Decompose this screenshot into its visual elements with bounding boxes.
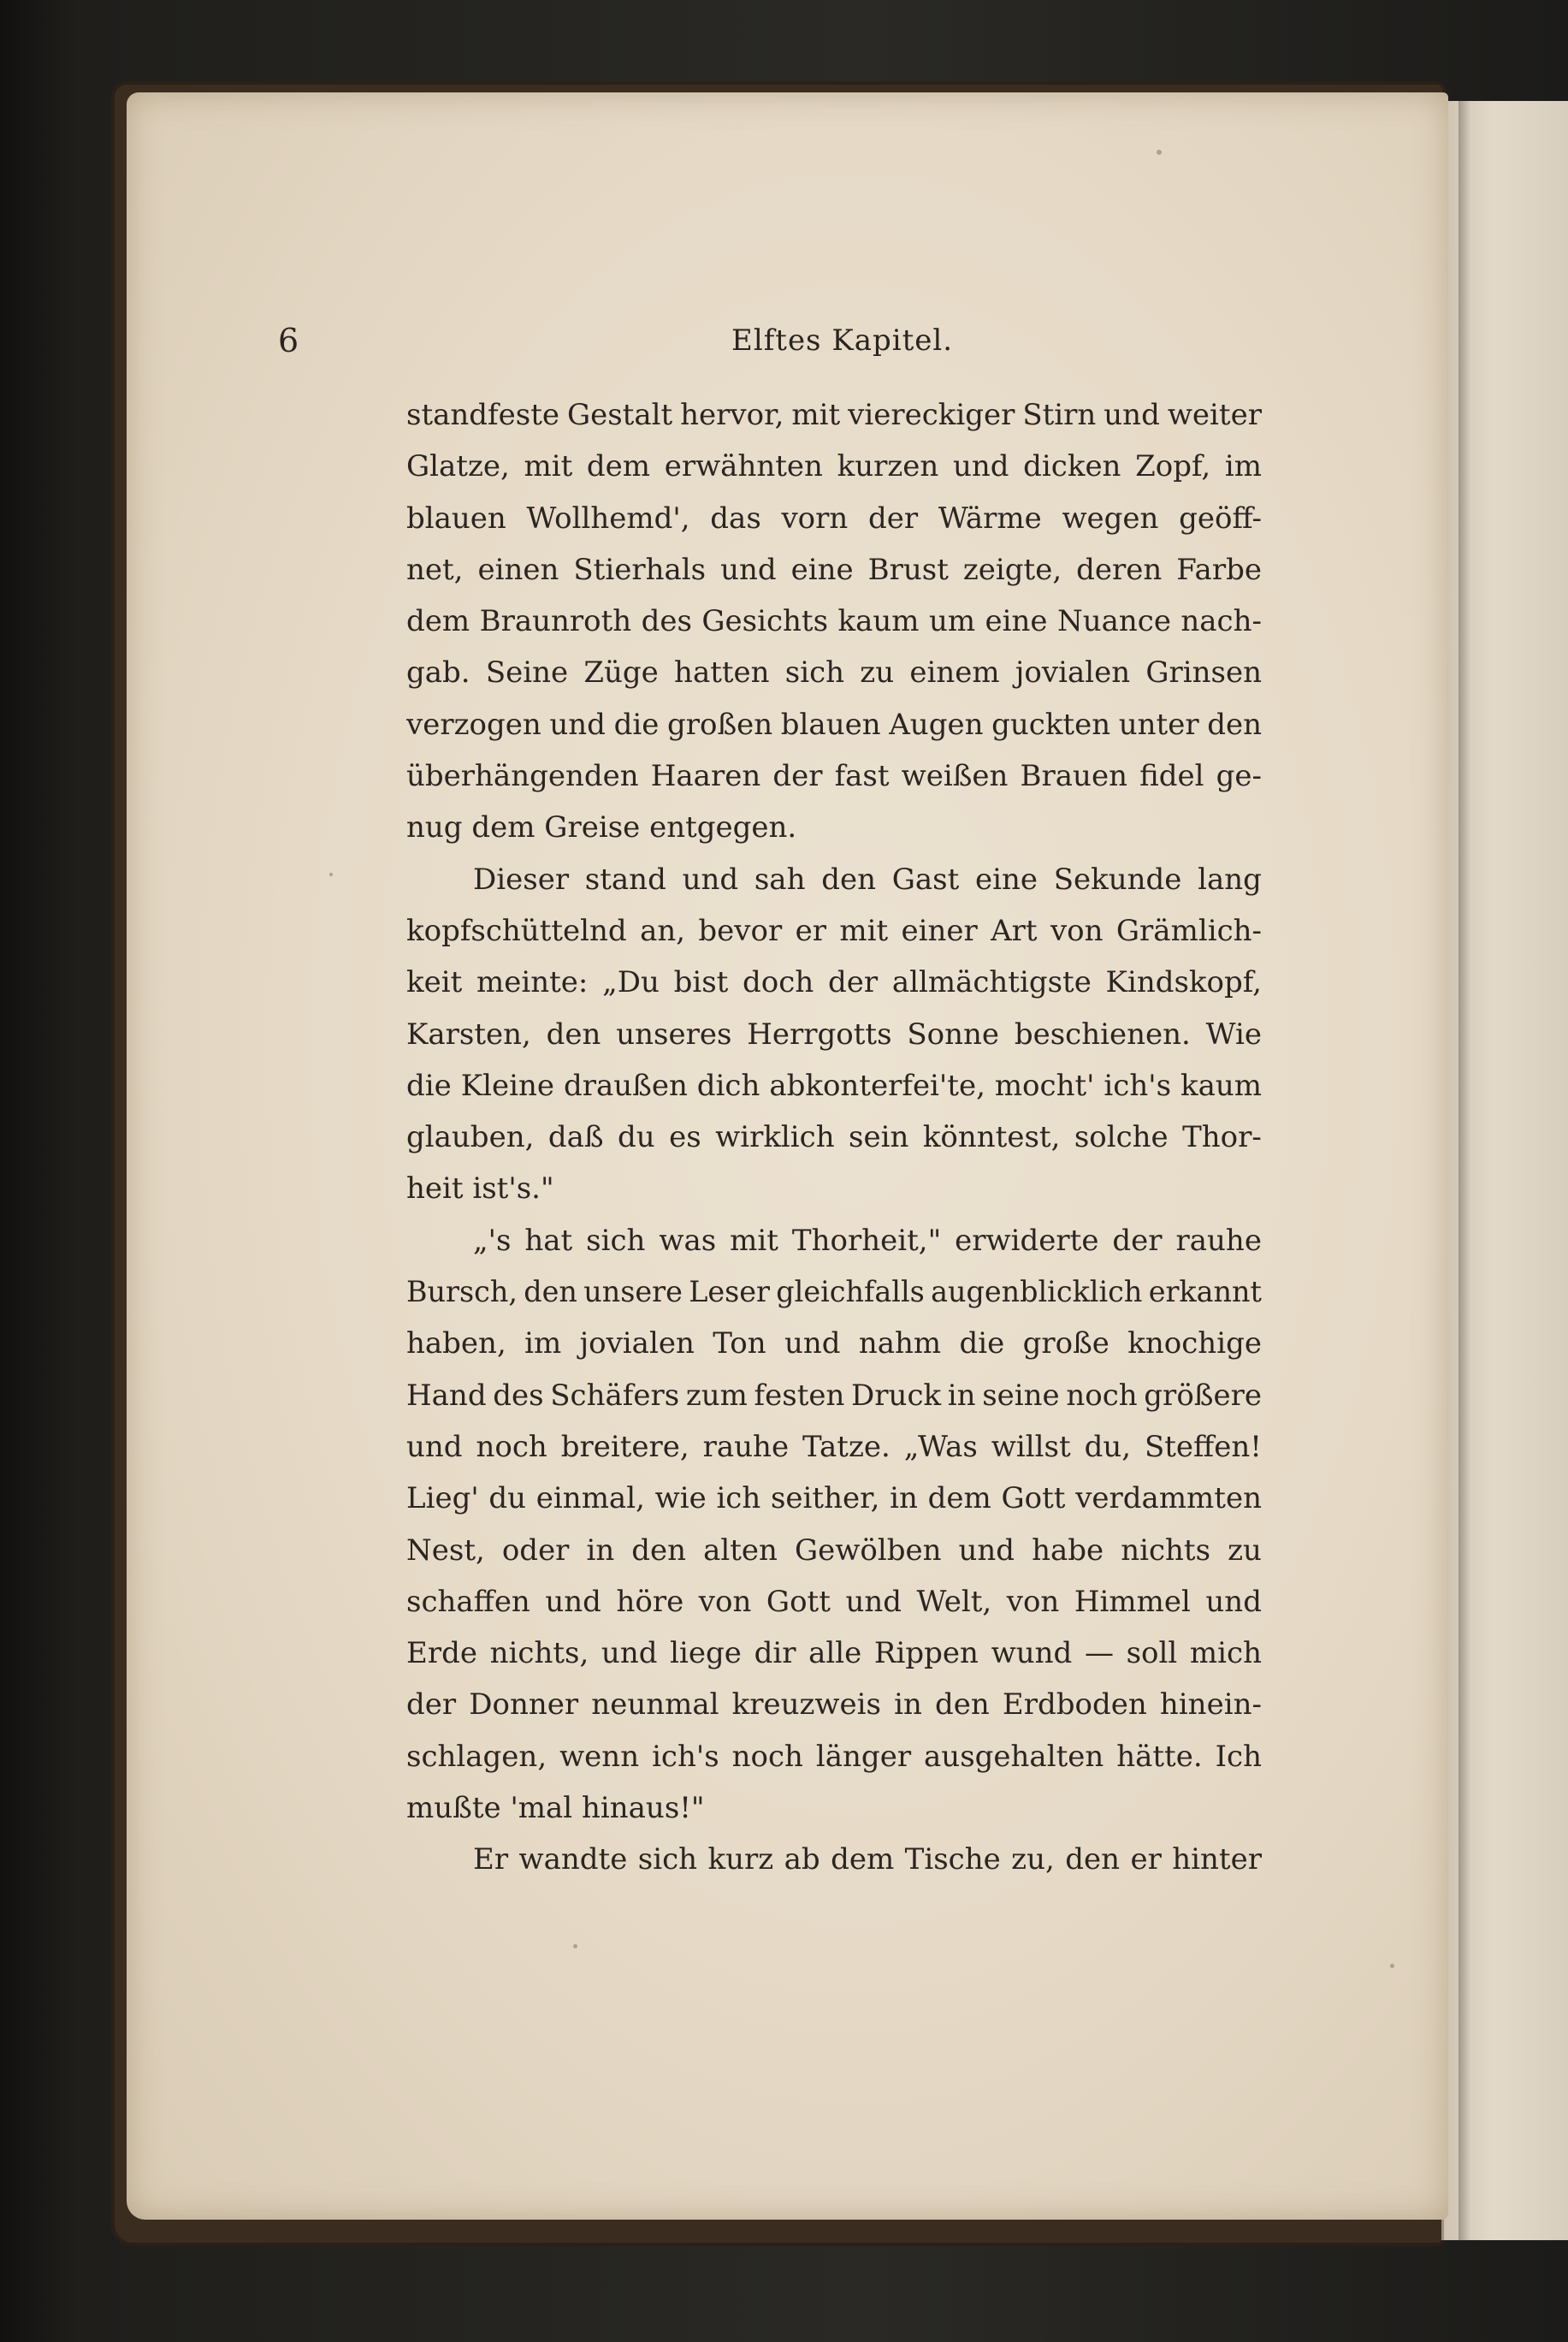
word: oder [501, 1533, 570, 1568]
word: willst [991, 1429, 1071, 1464]
word: net, [406, 552, 464, 587]
word: „'s [473, 1223, 512, 1258]
word: wegen [1062, 501, 1159, 536]
word: erkannt [1148, 1275, 1262, 1309]
word: von [1050, 913, 1104, 948]
word: Ich [1215, 1739, 1262, 1774]
word: Tische [904, 1842, 1001, 1877]
word: sich [637, 1842, 698, 1877]
word: blauen [406, 501, 506, 536]
word: der [772, 759, 823, 794]
text-line [406, 1525, 1262, 1576]
word: Himmel [1074, 1584, 1191, 1619]
word: der [827, 965, 879, 1000]
word: Herrgotts [747, 1017, 892, 1052]
word: kurz [707, 1842, 774, 1877]
text-line [406, 854, 1262, 905]
word: den [935, 1687, 990, 1722]
word: stand [584, 862, 666, 897]
word: knochige [1127, 1326, 1262, 1361]
word: zu, [1011, 1842, 1055, 1877]
word: — [1084, 1636, 1114, 1671]
word: unseres [616, 1017, 732, 1052]
word: wund [991, 1636, 1073, 1671]
word: Grämlich- [1115, 913, 1262, 948]
word: „Was [903, 1429, 978, 1464]
word: die [613, 707, 660, 742]
word: jovialen [579, 1326, 695, 1361]
paper-speck [1157, 150, 1162, 155]
word: und [952, 449, 1009, 484]
text-line: heit ist's." [406, 1171, 554, 1207]
page-header [278, 315, 1236, 366]
word: Glatze, [406, 449, 510, 484]
text-line [406, 1834, 1262, 1885]
word: sein [849, 1120, 909, 1155]
word: beschienen. [1014, 1017, 1191, 1052]
word: meinte: [476, 965, 589, 1000]
word: kopfschüttelnd [406, 913, 627, 948]
word: eine [985, 604, 1048, 639]
word: Zopf, [1135, 449, 1211, 484]
word: glauben, [406, 1120, 535, 1155]
word: verdammten [1075, 1481, 1262, 1516]
word: Wärme [938, 501, 1042, 536]
word: Gestalt [566, 398, 673, 432]
word: Augen [889, 707, 984, 742]
word: eine [790, 552, 854, 587]
word: an, [640, 913, 686, 948]
word: allmächtigste [891, 965, 1092, 1000]
word: blauen [780, 707, 881, 742]
word: mocht' [994, 1068, 1095, 1103]
text-line [406, 1628, 1262, 1679]
word: dem [586, 449, 651, 484]
word: erwähnten [664, 449, 823, 484]
text-line [406, 544, 1262, 596]
word: du, [1084, 1429, 1132, 1464]
word: was [659, 1223, 717, 1258]
word: dem [406, 604, 470, 639]
word: der [406, 1687, 457, 1722]
word: eine [974, 862, 1038, 897]
word: neunmal [591, 1687, 719, 1722]
word: du [488, 1481, 527, 1516]
word: Ton [713, 1326, 766, 1361]
word: ge- [1216, 759, 1262, 794]
word: um [928, 604, 976, 639]
word: Karsten, [406, 1017, 531, 1052]
word: sich [784, 655, 845, 691]
word: fast [834, 759, 890, 794]
word: keit [406, 965, 463, 1000]
word: in [586, 1533, 615, 1568]
word: daß [547, 1120, 604, 1155]
word: kurzen [837, 449, 939, 484]
word: viereckiger [848, 398, 1015, 432]
word: kaum [1180, 1068, 1262, 1103]
text-line [406, 493, 1262, 544]
word: er [1130, 1842, 1162, 1877]
text-line [406, 1679, 1262, 1730]
word: hätte. [1116, 1739, 1203, 1774]
word: verzogen [406, 707, 541, 742]
word: den [631, 1533, 687, 1568]
word: habe [1032, 1533, 1104, 1568]
word: den [821, 862, 876, 897]
word: mit [524, 449, 573, 484]
word: seither, [770, 1481, 880, 1516]
word: abkonterfei'te, [769, 1068, 985, 1103]
word: Farbe [1176, 552, 1262, 587]
word: die [406, 1068, 452, 1103]
text-line [406, 596, 1262, 647]
word: draußen [563, 1068, 688, 1103]
word: lang [1198, 862, 1262, 897]
text-line [406, 1731, 1262, 1782]
word: hinein- [1159, 1687, 1262, 1722]
word: Haaren [650, 759, 761, 794]
word: Donner [469, 1687, 579, 1722]
text-line [406, 1576, 1262, 1628]
word: sich [586, 1223, 646, 1258]
word: hatten [674, 655, 770, 691]
word: noch [1066, 1378, 1138, 1413]
word: mit [730, 1223, 778, 1258]
word: noch [731, 1739, 803, 1774]
word: hinter [1172, 1842, 1262, 1877]
word: in [890, 1481, 918, 1516]
word: unsere [583, 1275, 683, 1309]
word: den [524, 1275, 577, 1309]
word: wandte [518, 1842, 628, 1877]
word: bevor [698, 913, 783, 948]
word: Gast [891, 862, 960, 897]
word: und [958, 1533, 1015, 1568]
word: vorn [781, 501, 849, 536]
text-line [406, 1473, 1262, 1524]
word: dem [927, 1481, 991, 1516]
word: gab. [406, 655, 470, 691]
word: das [710, 501, 761, 536]
word: und [1104, 398, 1160, 432]
text-line: mußte 'mal hinaus!" [406, 1791, 705, 1826]
running-head: Elftes Kapitel. [731, 323, 954, 358]
text-line [406, 441, 1262, 492]
word: der [1112, 1223, 1163, 1258]
word: im [1224, 449, 1262, 484]
word: Gott [1001, 1481, 1066, 1516]
word: weiter [1167, 398, 1262, 432]
word: Erdboden [1002, 1687, 1147, 1722]
word: zu [1228, 1533, 1262, 1568]
word: von [698, 1584, 752, 1619]
word: breitere, [560, 1429, 689, 1464]
word: nichts, [489, 1636, 589, 1671]
word: Gewölben [794, 1533, 942, 1568]
text-line [406, 905, 1262, 957]
word: ausgehalten [924, 1739, 1104, 1774]
page-number: 6 [278, 322, 299, 359]
word: nach- [1180, 604, 1262, 639]
word: größere [1144, 1378, 1262, 1413]
word: Sekunde [1053, 862, 1182, 897]
word: höre [616, 1584, 684, 1619]
paper-speck [1390, 1964, 1394, 1968]
word: mit [839, 913, 889, 948]
word: den [1065, 1842, 1121, 1877]
word: große [1022, 1326, 1109, 1361]
word: Erde [406, 1636, 477, 1671]
word: zeigte, [962, 552, 1062, 587]
word: Er [473, 1842, 509, 1877]
word: Nuance [1056, 604, 1171, 639]
word: hat [524, 1223, 573, 1258]
paper-speck [573, 1944, 577, 1948]
word: mit [791, 398, 841, 432]
word: Lieg' [406, 1481, 479, 1516]
word: Thorheit," [791, 1223, 942, 1258]
word: Kindskopf, [1105, 965, 1262, 1000]
word: und [549, 707, 606, 742]
word: hervor, [680, 398, 784, 432]
text-line [406, 957, 1262, 1008]
word: Wie [1205, 1017, 1262, 1052]
text-line [406, 389, 1262, 441]
word: schlagen, [406, 1739, 547, 1774]
word: solche [1074, 1120, 1169, 1155]
word: Braunroth [479, 604, 632, 639]
word: noch [476, 1429, 547, 1464]
word: erwiderte [955, 1223, 1099, 1258]
text-line [406, 1266, 1262, 1318]
word: einmal, [535, 1481, 645, 1516]
word: dich [696, 1068, 760, 1103]
word: des [493, 1378, 544, 1413]
text-line [406, 1009, 1262, 1060]
word: augenblicklich [931, 1275, 1143, 1309]
word: unter [1118, 707, 1199, 742]
word: doch [743, 965, 814, 1000]
text-line: nug dem Greise entgegen. [406, 810, 797, 845]
word: in [894, 1687, 922, 1722]
spine-shadow [1459, 101, 1470, 2240]
body-text [406, 389, 1262, 1886]
word: und [682, 862, 739, 897]
text-line [406, 1370, 1262, 1421]
word: großen [666, 707, 773, 742]
word: Rippen [873, 1636, 979, 1671]
word: Art [991, 913, 1038, 948]
word: du [618, 1120, 655, 1155]
word: Leser [689, 1275, 770, 1309]
word: ich's [1104, 1068, 1172, 1103]
text-line [406, 647, 1262, 698]
word: in [947, 1378, 976, 1413]
text-line [406, 1421, 1262, 1473]
word: deren [1076, 552, 1163, 587]
word: Dieser [473, 862, 570, 897]
word: festen [754, 1378, 845, 1413]
word: rauhe [1175, 1223, 1262, 1258]
word: und [784, 1326, 841, 1361]
word: ich's [652, 1739, 719, 1774]
word: der [868, 501, 919, 536]
word: Gesichts [701, 604, 829, 639]
word: länger [815, 1739, 912, 1774]
word: ich [716, 1481, 761, 1516]
word: kreuzweis [731, 1687, 881, 1722]
word: jovialen [1015, 655, 1131, 691]
word: Gott [766, 1584, 831, 1619]
word: von [1006, 1584, 1060, 1619]
word: des [641, 604, 692, 639]
word: und [601, 1636, 658, 1671]
word: zum [685, 1378, 748, 1413]
word: Bursch, [406, 1275, 518, 1309]
word: nichts [1121, 1533, 1211, 1568]
word: Kleine [460, 1068, 554, 1103]
word: weißen [901, 759, 1009, 794]
word: den [546, 1017, 601, 1052]
word: einer [901, 913, 978, 948]
word: im [524, 1326, 562, 1361]
word: Nest, [406, 1533, 485, 1568]
word: und [1205, 1584, 1262, 1619]
word: und [845, 1584, 902, 1619]
word: dem [831, 1842, 895, 1877]
word: nahm [858, 1326, 942, 1361]
word: geöff- [1179, 501, 1262, 536]
text-line [406, 1318, 1262, 1369]
word: fidel [1139, 759, 1204, 794]
word: wirklich [715, 1120, 835, 1155]
word: alten [703, 1533, 778, 1568]
word: seine [982, 1378, 1060, 1413]
word: wie [654, 1481, 707, 1516]
paper-speck [329, 873, 333, 876]
word: zu [860, 655, 895, 691]
word: dicken [1023, 449, 1121, 484]
word: Hand [406, 1378, 487, 1413]
word: Grinsen [1145, 655, 1262, 691]
word: Tatze. [802, 1429, 891, 1464]
word: sah [754, 862, 806, 897]
word: Brust [867, 552, 949, 587]
word: gleichfalls [776, 1275, 925, 1309]
word: soll [1126, 1636, 1178, 1671]
word: kaum [837, 604, 920, 639]
word: wenn [559, 1739, 640, 1774]
word: und [720, 552, 777, 587]
word: die [959, 1326, 1005, 1361]
word: Brauen [1020, 759, 1127, 794]
word: es [669, 1120, 701, 1155]
word: Wollhemd', [526, 501, 690, 536]
word: bist [673, 965, 729, 1000]
word: haben, [406, 1326, 506, 1361]
word: den [1207, 707, 1262, 742]
word: schaffen [406, 1584, 530, 1619]
word: ab [784, 1842, 820, 1877]
word: einen [477, 552, 559, 587]
text-line [406, 699, 1262, 750]
word: standfeste [406, 398, 559, 432]
word: Stirn [1022, 398, 1097, 432]
word: alle [808, 1636, 862, 1671]
word: liege [670, 1636, 742, 1671]
text-line [406, 750, 1262, 802]
word: guckten [991, 707, 1111, 742]
word: mich [1189, 1636, 1262, 1671]
word: einem [909, 655, 1000, 691]
word: überhängenden [406, 759, 639, 794]
text-line [406, 1060, 1262, 1112]
word: Thor- [1182, 1120, 1262, 1155]
word: Welt, [916, 1584, 992, 1619]
word: könntest, [922, 1120, 1061, 1155]
word: rauhe [702, 1429, 790, 1464]
word: „Du [602, 965, 660, 1000]
word: Stierhals [573, 552, 707, 587]
word: er [795, 913, 826, 948]
word: Steffen! [1144, 1429, 1262, 1464]
word: dir [754, 1636, 796, 1671]
word: Druck [851, 1378, 942, 1413]
text-line [406, 1215, 1262, 1266]
word: Sonne [907, 1017, 1000, 1052]
word: und [545, 1584, 601, 1619]
word: Schäfers [550, 1378, 680, 1413]
word: und [406, 1429, 463, 1464]
word: Züge [583, 655, 659, 691]
word: Seine [485, 655, 569, 691]
text-line [406, 1112, 1262, 1163]
